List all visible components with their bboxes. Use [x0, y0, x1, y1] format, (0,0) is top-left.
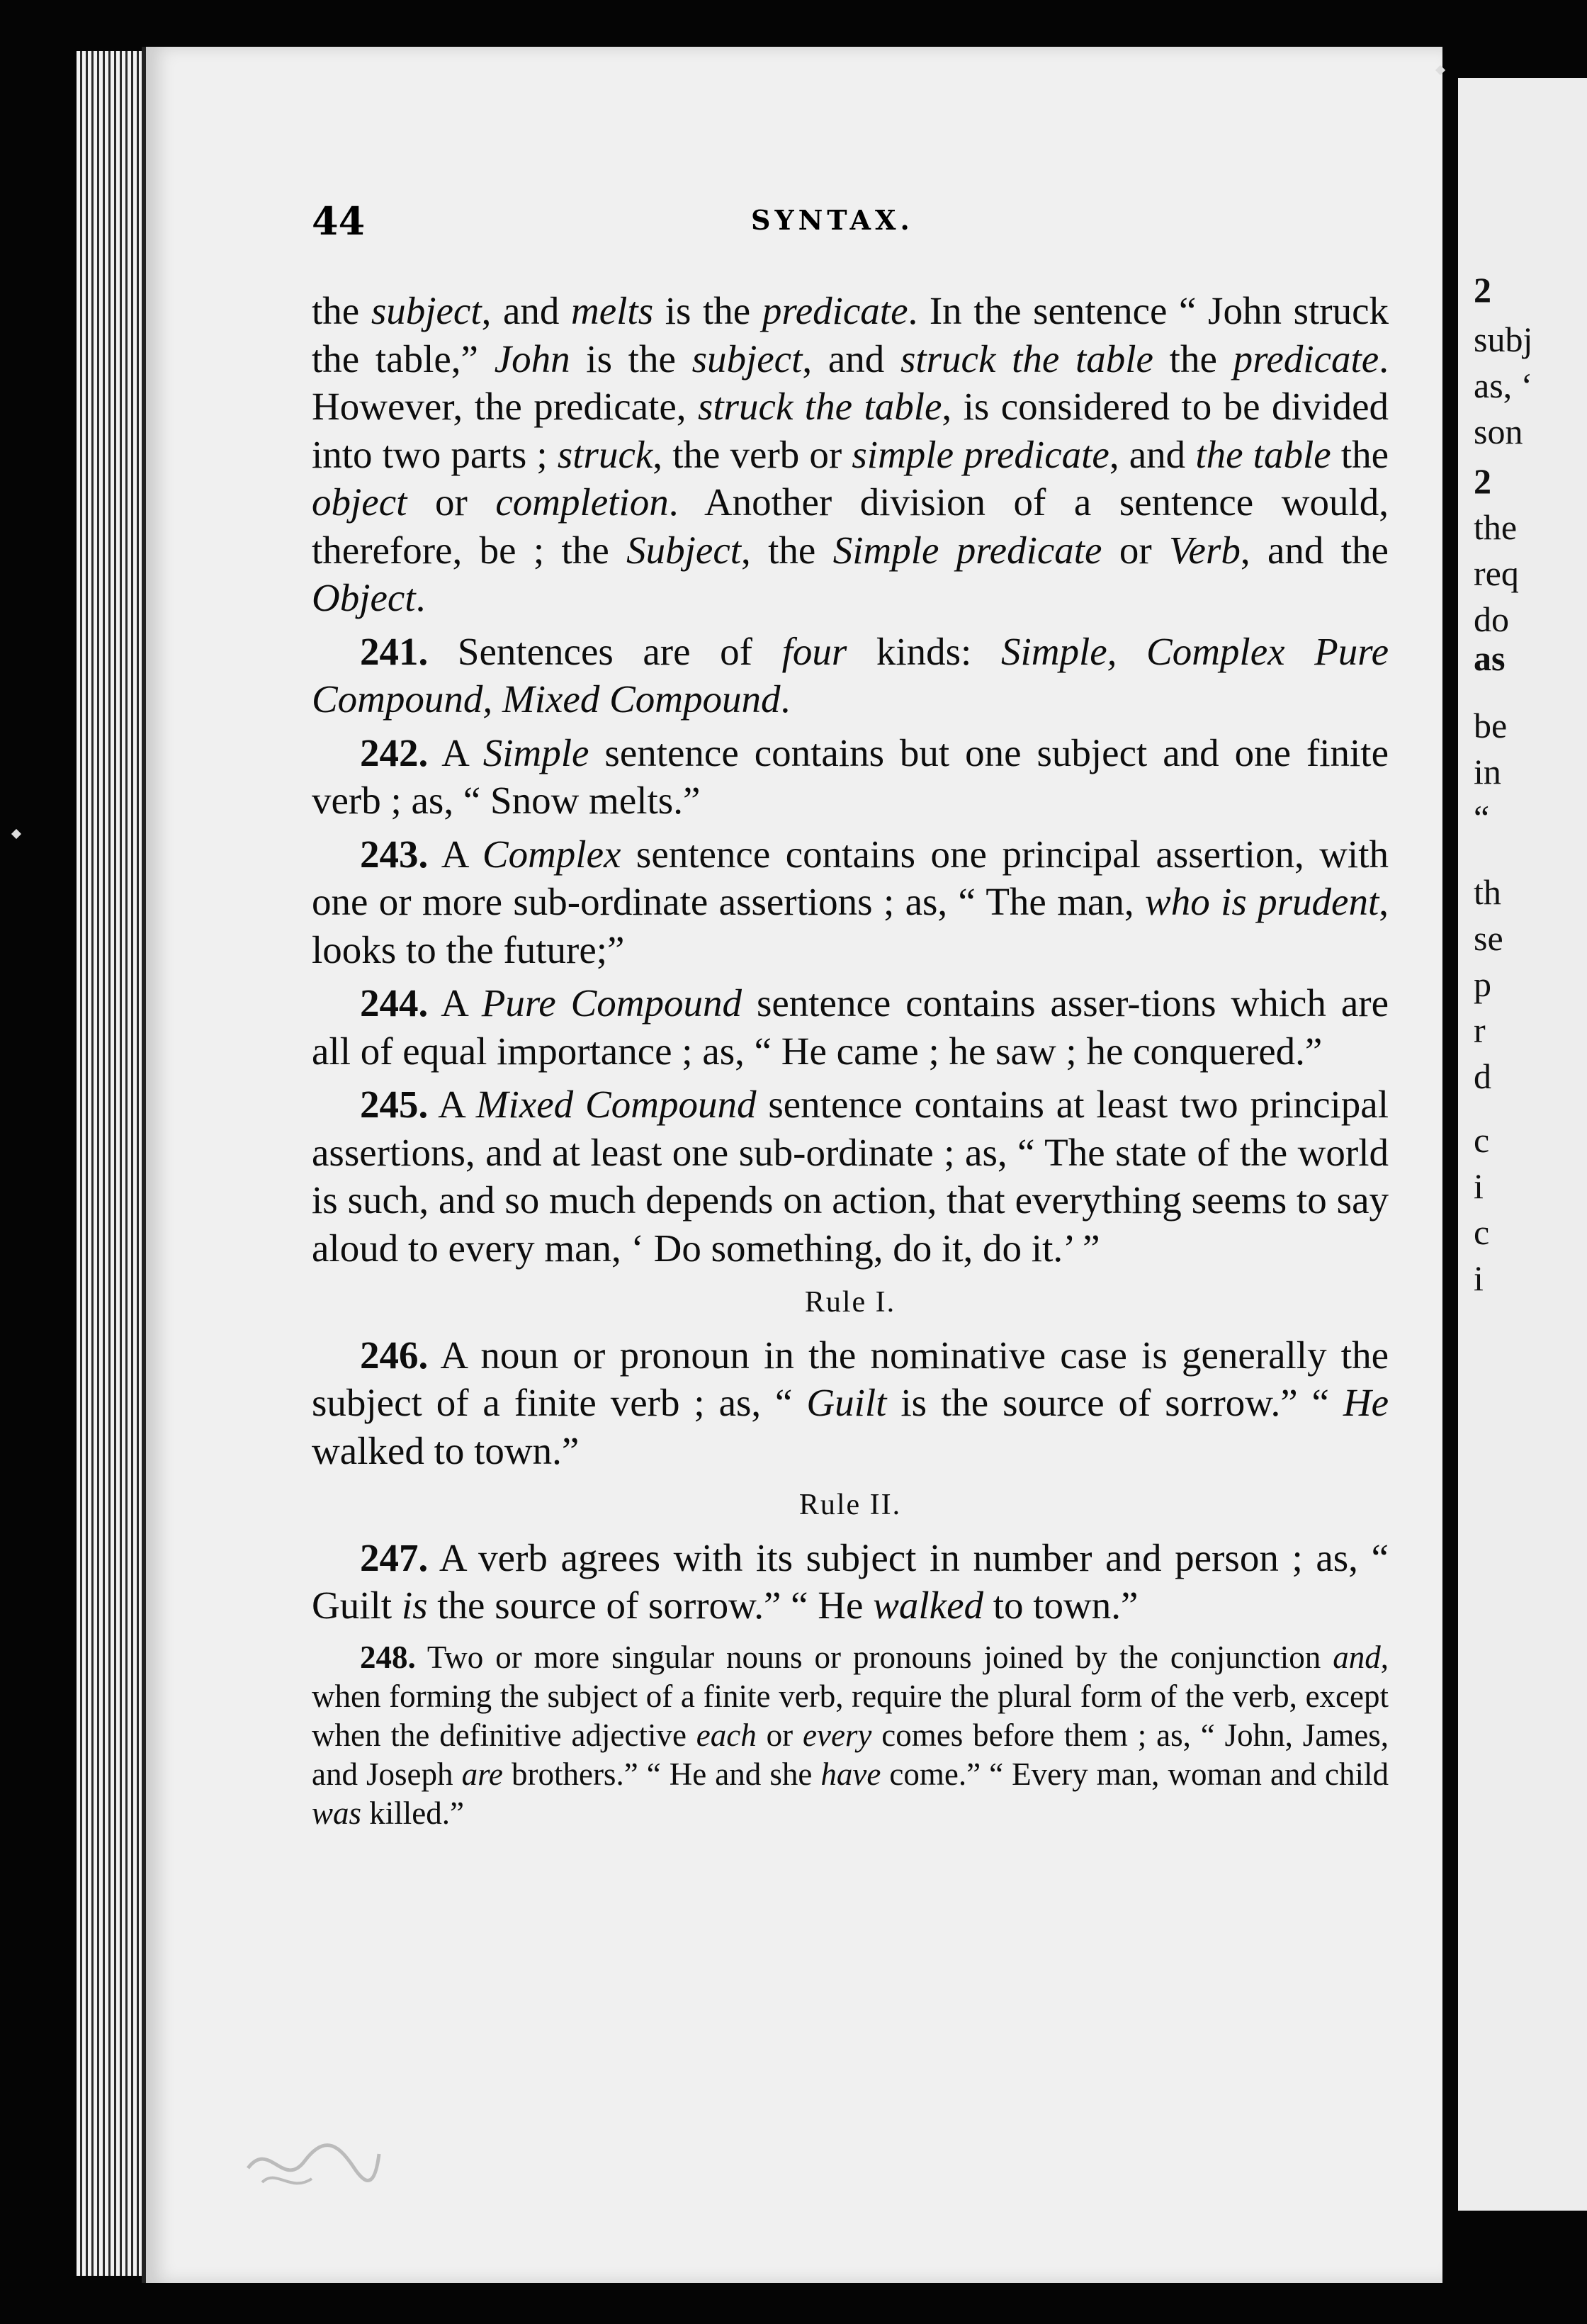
text-run-italic: each: [696, 1717, 757, 1753]
text-run: A verb agrees with its subject in number and person ; as, “ Guilt: [312, 1535, 1389, 1627]
facing-text: 2: [1474, 461, 1491, 501]
text-run-italic: are: [461, 1756, 503, 1792]
text-run: is the: [653, 289, 762, 332]
text-run-italic: struck the table: [697, 385, 942, 428]
text-run-italic: who is prudent: [1145, 880, 1379, 923]
decorative-scribble: [241, 2126, 383, 2196]
text-run: , and: [802, 337, 900, 380]
text-run-italic: Simple: [482, 731, 589, 774]
text-run-italic: simple predicate: [852, 432, 1109, 476]
text-run: or: [1102, 528, 1170, 572]
text-run-italic: Simple predicate: [832, 528, 1102, 572]
text-run: is the: [570, 337, 692, 380]
text-run: Two or more singular nouns or pronouns joined by the conjunction: [415, 1639, 1333, 1675]
text-run-italic: subject: [691, 337, 803, 380]
text-run-italic: was: [312, 1795, 362, 1831]
text-run-italic: He: [1343, 1381, 1389, 1424]
text-run: , and: [1109, 432, 1196, 476]
facing-text: subj: [1474, 320, 1533, 359]
facing-text: c: [1474, 1120, 1490, 1160]
text-run: or: [407, 480, 496, 524]
facing-text: p: [1474, 964, 1491, 1004]
paragraph-244: [312, 979, 1389, 1075]
text-run-italic: four: [781, 629, 847, 673]
text-run: the: [1153, 337, 1233, 380]
text-run: sentence contains but one subject and one finite verb ; as, “ Snow melts.”: [312, 731, 1389, 822]
text-run-italic: John: [494, 337, 570, 380]
text-run: A: [428, 981, 482, 1025]
text-run: , looks to the future;”: [312, 880, 1389, 971]
text-run-italic: every: [803, 1717, 872, 1753]
body-text: [312, 287, 1389, 1833]
facing-text: the: [1474, 507, 1518, 547]
text-run: A noun or pronoun in the nominative case is generally the subject of a finite verb ; as, “: [312, 1333, 1389, 1424]
facing-text: son: [1474, 412, 1523, 451]
text-run-italic: struck: [557, 432, 653, 476]
paragraph-number: 246.: [360, 1333, 429, 1377]
text-run: or: [756, 1717, 803, 1753]
paragraph-243: [312, 830, 1389, 974]
text-run: .: [415, 576, 426, 619]
text-run-italic: Object: [312, 576, 416, 619]
text-run: kinds:: [847, 629, 1001, 673]
facing-text: as: [1474, 638, 1506, 678]
text-run: Sentences are of: [428, 629, 782, 673]
paragraph-246: [312, 1331, 1389, 1475]
text-run-italic: Guilt: [806, 1381, 887, 1424]
text-run: , the: [741, 528, 833, 572]
paragraph-number: 244.: [360, 981, 429, 1025]
paragraph-247: [312, 1534, 1389, 1630]
running-head-title: SYNTAX.: [751, 204, 914, 236]
text-run: to town.”: [983, 1584, 1139, 1627]
paragraph-241: [312, 628, 1389, 723]
text-run: . In the sentence “ John struck the table,”: [312, 289, 1389, 380]
rule-heading-1: Rule I.: [804, 1286, 896, 1319]
text-run: walked to town.”: [312, 1428, 580, 1472]
text-run-italic: predicate: [1233, 337, 1379, 380]
paragraph-248: [312, 1638, 1389, 1833]
facing-text: be: [1474, 706, 1508, 745]
paragraph-number: 243.: [360, 832, 429, 876]
text-run-italic: the table: [1195, 432, 1331, 476]
facing-page-fragment: [1458, 78, 1587, 2211]
text-run-italic: and: [1333, 1639, 1381, 1675]
text-run-italic: struck the table: [900, 337, 1153, 380]
facing-text: i: [1474, 1258, 1484, 1298]
paragraph-242: [312, 729, 1389, 825]
facing-text: r: [1474, 1010, 1486, 1050]
text-run: sentence contains asser-tions which are all of equal importance ; as, “ He came ; he saw ; he conquered.”: [312, 981, 1389, 1073]
text-run-italic: Pure Compound: [481, 981, 742, 1025]
text-run: .: [780, 677, 791, 721]
text-run: , and the: [1240, 528, 1389, 572]
text-run: the: [312, 289, 371, 332]
text-run: the: [1331, 432, 1389, 476]
facing-text: as, ‘: [1474, 366, 1533, 405]
text-run: sentence contains one principal assertion, with one or more sub-ordinate assertions ; as, “ The man,: [312, 832, 1389, 923]
text-run-italic: is: [401, 1584, 428, 1627]
facing-text: in: [1474, 752, 1501, 791]
text-run-italic: completion: [495, 480, 669, 524]
text-run-italic: walked: [873, 1584, 983, 1627]
paragraph-number: 245.: [360, 1083, 429, 1126]
text-run: A: [428, 1083, 476, 1126]
text-run: the source of sorrow.” “ He: [427, 1584, 874, 1627]
text-run: . However, the predicate,: [312, 337, 1389, 428]
text-run-italic: Verb: [1169, 528, 1241, 572]
facing-text: do: [1474, 599, 1509, 639]
text-run: killed.”: [361, 1795, 464, 1831]
text-run: A: [428, 832, 482, 876]
text-run-italic: Complex: [482, 832, 621, 876]
text-run: brothers.” “ He and she: [502, 1756, 821, 1792]
paragraph-245: [312, 1081, 1389, 1272]
text-run-italic: predicate: [762, 289, 908, 332]
paragraph-number: 241.: [360, 629, 429, 673]
text-run: comes before them ; as, “ John, James, and Joseph: [312, 1717, 1389, 1792]
text-run: , the verb or: [653, 432, 852, 476]
dust-speck: [11, 829, 21, 839]
page-number: 44: [312, 198, 366, 244]
facing-text: i: [1474, 1166, 1484, 1206]
text-run: . Another division of a sentence would, therefore, be ; the: [312, 480, 1389, 572]
paragraph-number: 242.: [360, 731, 429, 774]
text-run: , is considered to be divided into two parts ;: [312, 385, 1389, 476]
running-head: [312, 198, 1389, 255]
text-run-italic: subject: [371, 289, 482, 332]
text-run-italic: Mixed Compound: [475, 1083, 757, 1126]
facing-text: c: [1474, 1212, 1490, 1252]
text-run: is the source of sorrow.” “: [886, 1381, 1343, 1424]
paragraph-number: 247.: [360, 1535, 429, 1579]
paragraph-continued: [312, 287, 1389, 622]
text-run: , when forming the subject of a finite verb, require the plural form of the verb, except when the definitive adjective: [312, 1639, 1389, 1753]
text-run-italic: have: [820, 1756, 881, 1792]
facing-text: se: [1474, 918, 1503, 958]
text-run: sentence contains at least two principal assertions, and at least one sub-ordinate ; as, “ The state of the world is such, and so much depends on action, that everything seems to say aloud to every man, ‘ Do something, do it, do it.’ ”: [312, 1083, 1389, 1270]
text-run: A: [428, 731, 483, 774]
text-run-italic: melts: [571, 289, 654, 332]
rule-heading-2: Rule II.: [798, 1489, 902, 1521]
text-run: , and: [481, 289, 571, 332]
facing-text: “: [1474, 798, 1490, 837]
text-run-italic: Subject: [626, 528, 742, 572]
text-run: come.” “ Every man, woman and child: [881, 1756, 1389, 1792]
facing-text: th: [1474, 872, 1501, 912]
facing-text: req: [1474, 553, 1519, 593]
paragraph-number: 248.: [360, 1639, 416, 1675]
facing-text: d: [1474, 1056, 1491, 1096]
text-run-italic: object: [312, 480, 407, 524]
facing-text: 2: [1474, 270, 1491, 310]
text-run-italic: Simple, Complex Pure Compound, Mixed Compound: [312, 629, 1389, 721]
